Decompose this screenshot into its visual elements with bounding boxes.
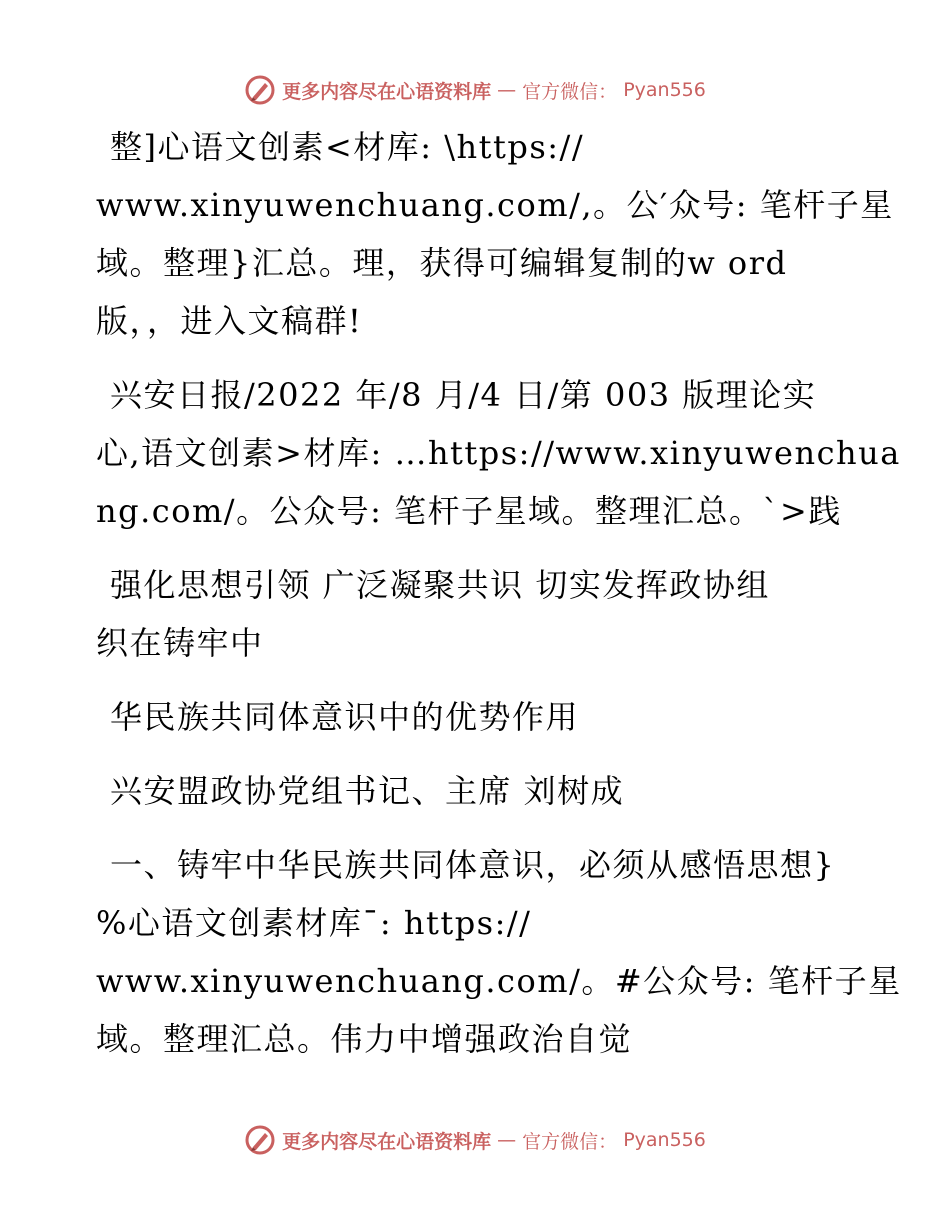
text-line: 整]心语文创素<材库: \https:// bbox=[110, 128, 585, 166]
footer-watermark-banner bbox=[0, 1120, 950, 1160]
text-line: 兴安日报/2022 年/8 月/4 日/第 003 版理论实 bbox=[110, 376, 817, 414]
text-line: www.xinyuwenchuang.com/。#公众号: 笔杆子星 bbox=[96, 962, 902, 1000]
paragraph-author bbox=[96, 762, 916, 820]
paragraph-publication-info bbox=[96, 366, 916, 540]
text-line: 版，，进入文稿群! bbox=[96, 302, 363, 340]
text-line: 强化思想引领 广泛凝聚共识 切实发挥政协组 bbox=[110, 566, 770, 604]
banner-account: Pyan556 bbox=[623, 79, 706, 101]
header-watermark-banner bbox=[0, 70, 950, 110]
paragraph-title-part2 bbox=[96, 688, 916, 746]
text-line: 兴安盟政协党组书记、主席 刘树成 bbox=[110, 772, 625, 810]
pen-logo-icon bbox=[244, 1124, 276, 1156]
banner-separator: — bbox=[497, 1129, 517, 1151]
text-line: 域。整理}汇总。理，获得可编辑复制的w ord bbox=[96, 244, 788, 282]
paragraph-title-part1 bbox=[96, 556, 916, 672]
text-line: 织在铸牢中 bbox=[96, 624, 264, 662]
banner-wechat-label: 官方微信： bbox=[522, 1130, 618, 1153]
banner-separator: — bbox=[497, 79, 517, 101]
paragraph-source-notice bbox=[96, 118, 916, 350]
text-line: 域。整理汇总。伟力中增强政治自觉 bbox=[96, 1020, 633, 1058]
text-line: ng.com/。公众号: 笔杆子星域。整理汇总。`>践 bbox=[96, 492, 842, 530]
paragraph-section-one bbox=[96, 836, 916, 1068]
text-line: 一、铸牢中华民族共同体意识，必须从感悟思想} bbox=[110, 846, 836, 884]
pen-logo-icon bbox=[244, 74, 276, 106]
text-line: %心语文创素材库¯: https:// bbox=[96, 904, 532, 942]
banner-wechat-label: 官方微信： bbox=[522, 80, 618, 103]
banner-text: 更多内容尽在心语资料库 bbox=[282, 1130, 492, 1153]
text-line: 华民族共同体意识中的优势作用 bbox=[110, 698, 580, 736]
banner-account: Pyan556 bbox=[623, 1129, 706, 1151]
text-line: 心,语文创素>材库: …https://www.xinyuwenchua bbox=[96, 434, 901, 472]
banner-text: 更多内容尽在心语资料库 bbox=[282, 80, 492, 103]
document-body bbox=[96, 118, 916, 1084]
text-line: www.xinyuwenchuang.com/,。公′众号: 笔杆子星 bbox=[96, 186, 894, 224]
